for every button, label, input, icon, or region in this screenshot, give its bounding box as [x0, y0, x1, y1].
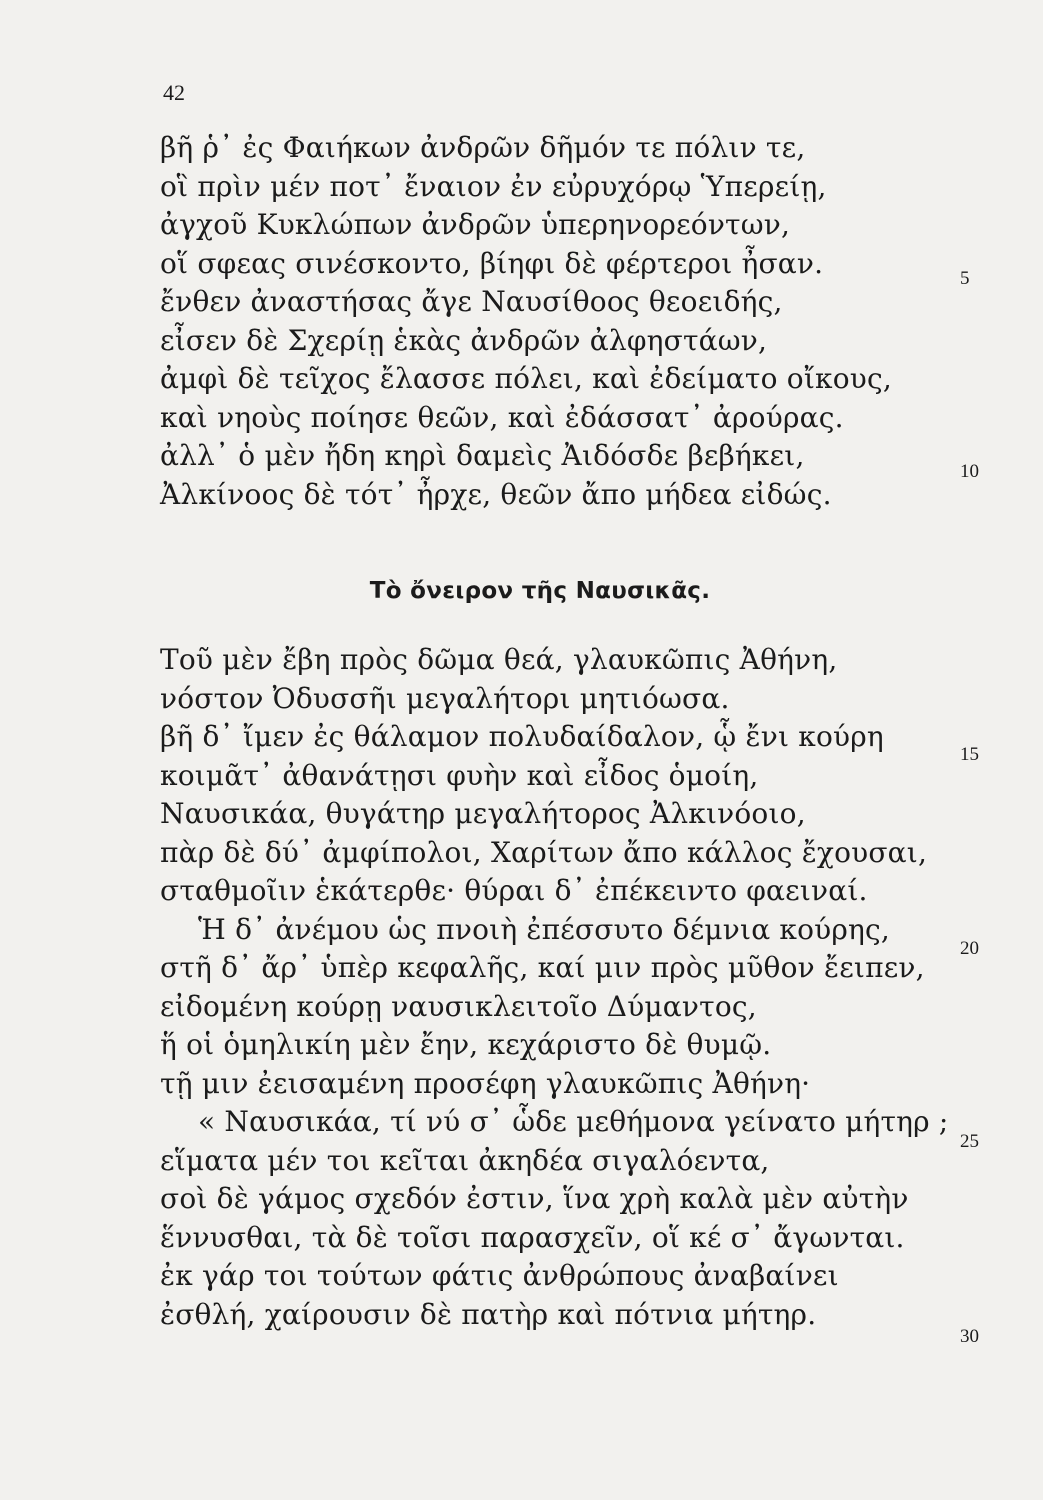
verse-line: ἔνθεν ἀναστήσας ἄγε Ναυσίθοος θεοειδής, — [160, 285, 783, 318]
verse-line: βῆ δ᾽ ἴμεν ἐς θάλαμον πολυδαίδαλον, ᾧ ἔνι κούρη — [160, 720, 884, 753]
verse-line: Τοῦ μὲν ἔβη πρὸς δῶμα θεά, γλαυκῶπις Ἀθήνη, — [160, 643, 838, 676]
verse-line: τῇ μιν ἐεισαμένη προσέφη γλαυκῶπις Ἀθήνη· — [160, 1066, 811, 1100]
verse-line: κοιμᾶτ᾽ ἀθανάτῃσι φυὴν καὶ εἶδος ὁμοίη, — [160, 758, 759, 792]
verse-line: ἀμφὶ δὲ τεῖχος ἔλασσε πόλει, καὶ ἐδείματο οἴκους, — [160, 362, 892, 395]
verse-line: ἀλλ᾽ ὁ μὲν ἤδη κηρὶ δαμεὶς Ἀιδόσδε βεβήκει, — [160, 439, 805, 472]
verse-line: ἥ οἱ ὁμηλικίη μὲν ἔην, κεχάριστο δὲ θυμῷ. — [160, 1028, 772, 1061]
verse-line: ἀγχοῦ Κυκλώπων ἀνδρῶν ὑπερηνορεόντων, — [160, 208, 791, 241]
line-number: 10 — [960, 461, 979, 482]
verse-line: πὰρ δὲ δύ᾽ ἀμφίπολοι, Χαρίτων ἄπο κάλλος ἔχουσαι, — [160, 835, 928, 869]
verse-line: εἵματα μέν τοι κεῖται ἀκηδέα σιγαλόεντα, — [160, 1143, 770, 1177]
section-heading: Τὸ ὄνειρον τῆς Ναυσικᾶς. — [369, 578, 711, 604]
verse-line: Ἀλκίνοος δὲ τότ᾽ ἦρχε, θεῶν ἄπο μήδεα εἰδώς. — [160, 477, 832, 511]
verse-line: σταθμοῖιν ἑκάτερθε· θύραι δ᾽ ἐπέκειντο φαειναί. — [160, 874, 868, 907]
verse-line: εἶσεν δὲ Σχερίῃ ἑκὰς ἀνδρῶν ἀλφηστάων, — [160, 323, 768, 357]
line-number: 20 — [960, 938, 979, 959]
page-number: 42 — [163, 80, 185, 105]
line-number: 25 — [960, 1131, 979, 1152]
verse-line: Ναυσικάα, θυγάτηρ μεγαλήτορος Ἀλκινόοιο, — [160, 797, 806, 830]
verse-block-2 — [160, 641, 949, 1334]
verse-line: Ἡ δ᾽ ἀνέμου ὡς πνοιὴ ἐπέσσυτο δέμνια κούρης, — [198, 912, 890, 946]
verse-line: βῆ ῥ᾽ ἐς Φαιήκων ἀνδρῶν δῆμόν τε πόλιν τε, — [160, 131, 806, 164]
verse-line: σοὶ δὲ γάμος σχεδόν ἐστιν, ἵνα χρὴ καλὰ μὲν αὐτὴν — [160, 1182, 909, 1215]
verse-line: καὶ νηοὺς ποίησε θεῶν, καὶ ἐδάσσατ᾽ ἀρούρας. — [160, 400, 844, 434]
verse-line: ἐκ γάρ τοι τούτων φάτις ἀνθρώπους ἀναβαίνει — [160, 1259, 839, 1292]
line-number: 5 — [960, 268, 970, 289]
line-number: 15 — [960, 744, 979, 765]
verse-line: στῆ δ᾽ ἄρ᾽ ὑπὲρ κεφαλῆς, καί μιν πρὸς μῦθον ἔειπεν, — [160, 951, 925, 984]
verse-line: νόστον Ὀδυσσῆι μεγαλήτορι μητιόωσα. — [160, 681, 730, 715]
verse-line: ἐσθλή, χαίρουσιν δὲ πατὴρ καὶ πότνια μήτηρ. — [160, 1297, 817, 1331]
verse-line: ἕννυσθαι, τὰ δὲ τοῖσι παρασχεῖν, οἵ κέ σ᾽ ἄγωνται. — [160, 1220, 905, 1254]
verse-line: εἰδομένη κούρῃ ναυσικλειτοῖο Δύμαντος, — [160, 989, 757, 1023]
verse-line: οἵ σφεας σινέσκοντο, βίηφι δὲ φέρτεροι ἦσαν. — [160, 246, 824, 280]
verse-line: οἳ πρὶν μέν ποτ᾽ ἔναιον ἐν εὐρυχόρῳ Ὑπερείῃ, — [160, 169, 827, 203]
verse-block-1 — [160, 129, 940, 514]
verse-line: « Ναυσικάα, τί νύ σ᾽ ὧδε μεθήμονα γείνατο μήτηρ ; — [198, 1105, 949, 1138]
line-number: 30 — [960, 1326, 979, 1347]
